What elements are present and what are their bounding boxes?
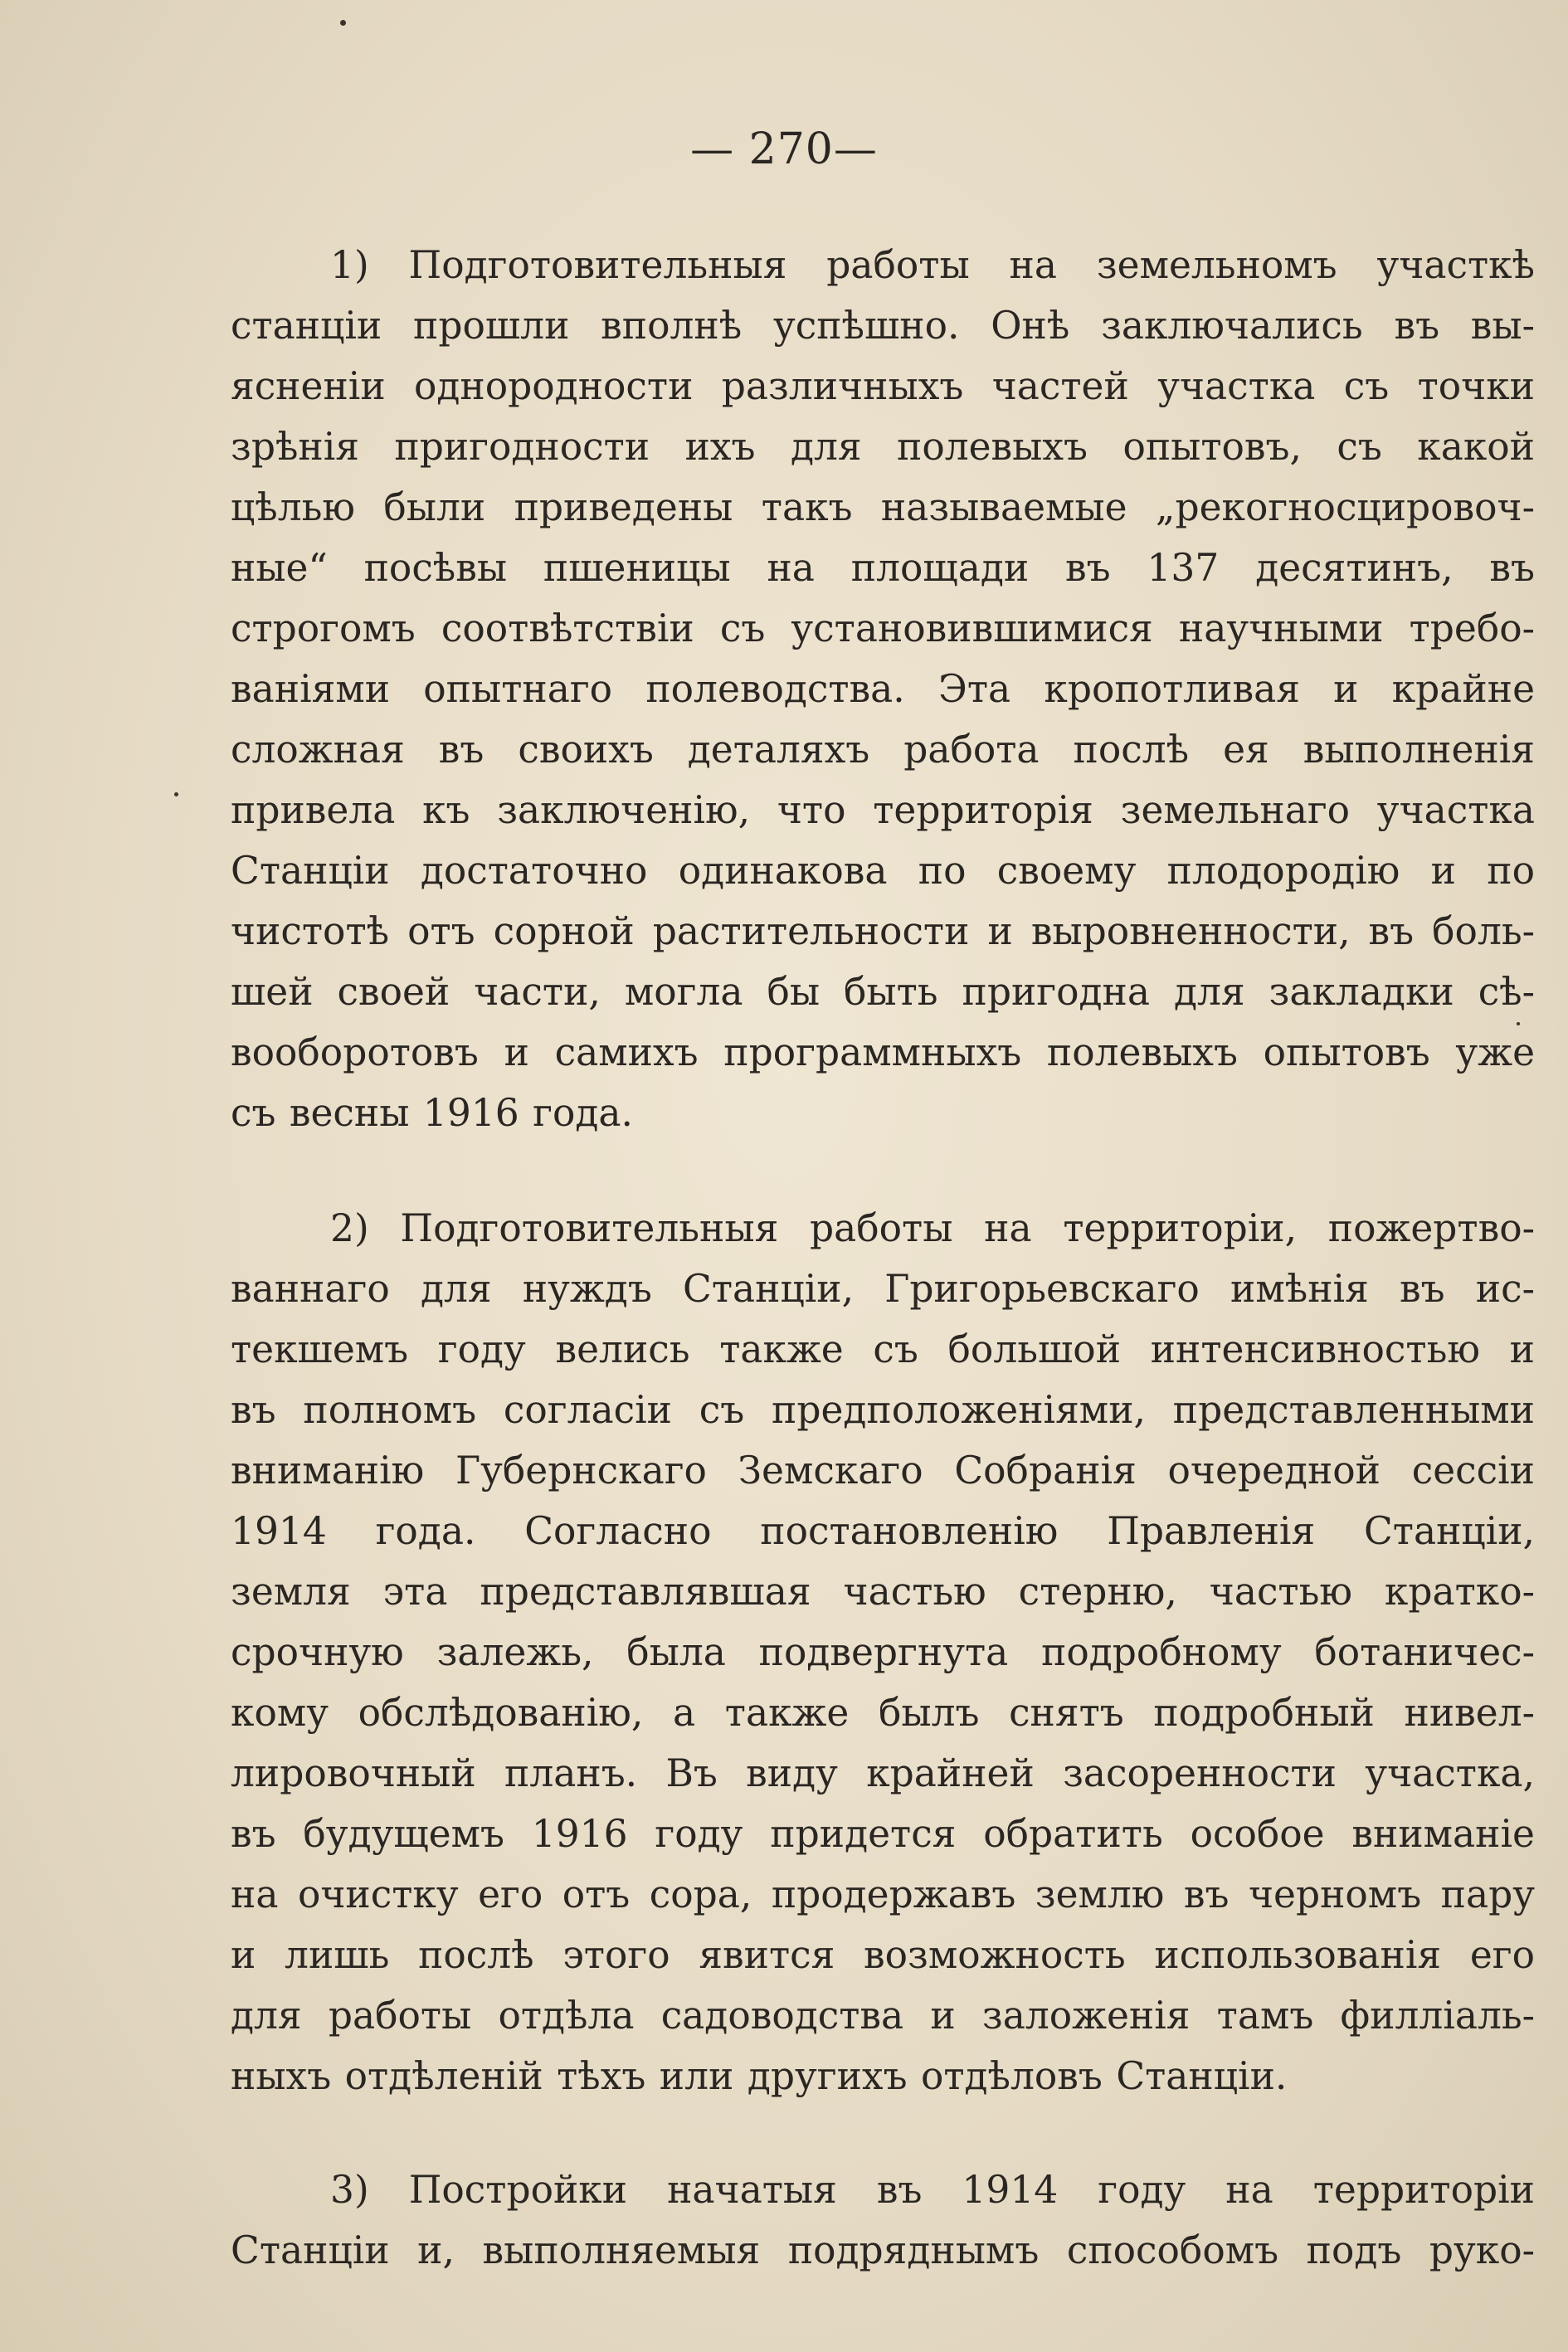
text-line: съ весны 1916 года. [231,1091,634,1135]
text-line: Станціи достаточно одинакова по своему плодородію и по [231,849,1535,893]
text-line: сложная въ своихъ деталяхъ работа послѣ ея выполненія [231,728,1535,772]
text-line: шей своей части, могла бы быть пригодна для закладки сѣ- [231,970,1535,1014]
text-line: для работы отдѣла садоводства и заложенія тамъ филліаль- [231,1994,1535,2038]
text-line: ясненіи однородности различныхъ частей участка съ точки [231,364,1535,408]
text-line: Станціи и, выполняемыя подряднымъ способомъ подъ руко- [231,2228,1535,2272]
ink-speck [340,20,346,26]
text-line: 1914 года. Согласно постановленію Правленія Станціи, [231,1509,1535,1553]
text-line: ваннаго для нуждъ Станціи, Григорьевскаго имѣнія въ ис- [231,1267,1535,1311]
text-line: 2) Подготовительныя работы на территоріи, пожертво- [330,1206,1535,1250]
text-line: вниманію Губернскаго Земскаго Собранія очередной сессіи [231,1449,1535,1493]
text-line: цѣлью были приведены такъ называемые „рекогносцировоч- [231,485,1535,529]
text-line: станціи прошли вполнѣ успѣшно. Онѣ заключались въ вы- [231,304,1535,348]
text-line: и лишь послѣ этого явится возможность использованія его [231,1933,1535,1977]
ink-speck [174,792,178,796]
text-line: ваніями опытнаго полеводства. Эта кропотливая и крайне [231,667,1535,711]
text-line: въ полномъ согласіи съ предположеніями, представленными [231,1388,1535,1432]
text-line: привела къ заключенію, что территорія земельнаго участка [231,788,1535,832]
text-line: зрѣнія пригодности ихъ для полевыхъ опытовъ, съ какой [231,425,1535,469]
text-line: ные“ посѣвы пшеницы на площади въ 137 десятинъ, въ [231,546,1535,590]
text-line: въ будущемъ 1916 году придется обратить особое вниманіе [231,1812,1535,1856]
text-line: кому обслѣдованію, а также былъ снятъ подробный нивел- [231,1691,1535,1735]
text-line: вооборотовъ и самихъ программныхъ полевыхъ опытовъ уже [231,1030,1535,1074]
paragraph-2 [231,1198,1535,2106]
text-line: 1) Подготовительныя работы на земельномъ участкѣ [330,243,1535,287]
paragraph-3 [231,2160,1535,2281]
paragraph-1 [231,235,1535,1143]
text-line: чистотѣ отъ сорной растительности и выровненности, въ боль- [231,909,1535,953]
text-line: срочную залежь, была подвергнута подробному ботаничес- [231,1630,1535,1674]
text-line: лировочный планъ. Въ виду крайней засоренности участка, [231,1751,1535,1795]
text-line: на очистку его отъ сора, продержавъ землю въ черномъ пару [231,1872,1535,1916]
text-line: 3) Постройки начатыя въ 1914 году на территоріи [330,2168,1535,2212]
page-number: — 270— [690,124,878,174]
text-line: строгомъ соотвѣтствіи съ установившимися научными требо- [231,606,1535,650]
text-line: ныхъ отдѣленій тѣхъ или другихъ отдѣловъ Станціи. [231,2054,1288,2098]
text-line: текшемъ году велись также съ большой интенсивностью и [231,1327,1535,1371]
text-line: земля эта представлявшая частью стерню, частью кратко- [231,1570,1535,1614]
